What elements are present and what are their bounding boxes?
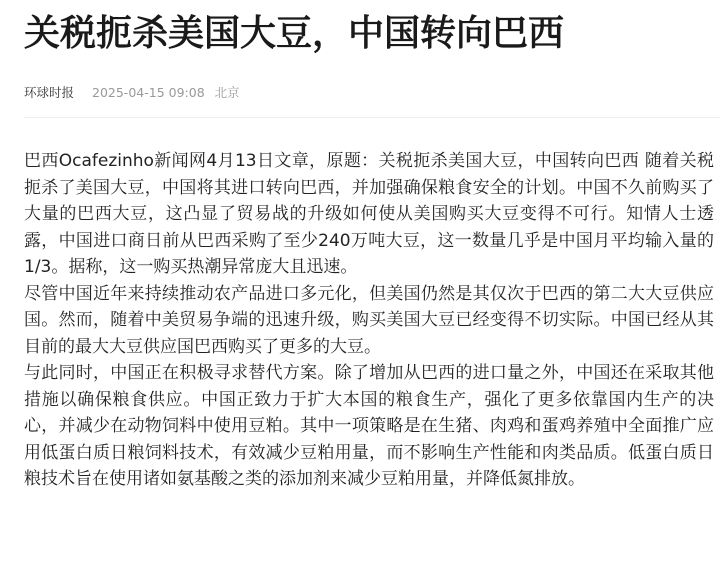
header-divider (24, 117, 720, 118)
article-paragraph: 巴西Ocafezinho新闻网4月13日文章，原题：关税扼杀美国大豆，中国转向巴西 随着关税扼杀了美国大豆，中国将其进口转向巴西，并加强确保粮食安全的计划。中国不久前购买了大量的巴西大豆，这凸显了贸易战的升级如何使从美国购买大豆变得不可行。知情人士透露，中国进口商日前从巴西采购了至少240万吨大豆，这一数量几乎是中国月平均输入量的1/3。据称，这一购买热潮异常庞大且迅速。 (24, 151, 714, 277)
publish-location: 北京 (214, 85, 240, 100)
article-title: 关税扼杀美国大豆，中国转向巴西 (24, 13, 565, 54)
article-source[interactable]: 环球时报 (24, 85, 75, 100)
publish-datetime: 2025-04-15 09:08 (92, 85, 205, 100)
article-paragraph: 与此同时，中国正在积极寻求替代方案。除了增加从巴西的进口量之外，中国还在采取其他措施以确保粮食供应。中国正致力于扩大本国的粮食生产，强化了更多依靠国内生产的决心，并减少在动物饲料中使用豆粕。其中一项策略是在生猪、肉鸡和蛋鸡养殖中全面推广应用低蛋白质日粮饲料技术，有效减少豆粕用量，而不影响生产性能和肉类品质。低蛋白质日粮技术旨在使用诸如氨基酸之类的添加剂来减少豆粕用量，并降低氮排放。 (24, 363, 714, 489)
article-paragraph: 尽管中国近年来持续推动农产品进口多元化，但美国仍然是其仅次于巴西的第二大大豆供应国。然而，随着中美贸易争端的迅速升级，购买美国大豆已经变得不切实际。中国已经从其目前的最大大豆供应国巴西购买了更多的大豆。 (24, 283, 714, 357)
article-meta (24, 84, 240, 102)
article-body (24, 148, 714, 493)
